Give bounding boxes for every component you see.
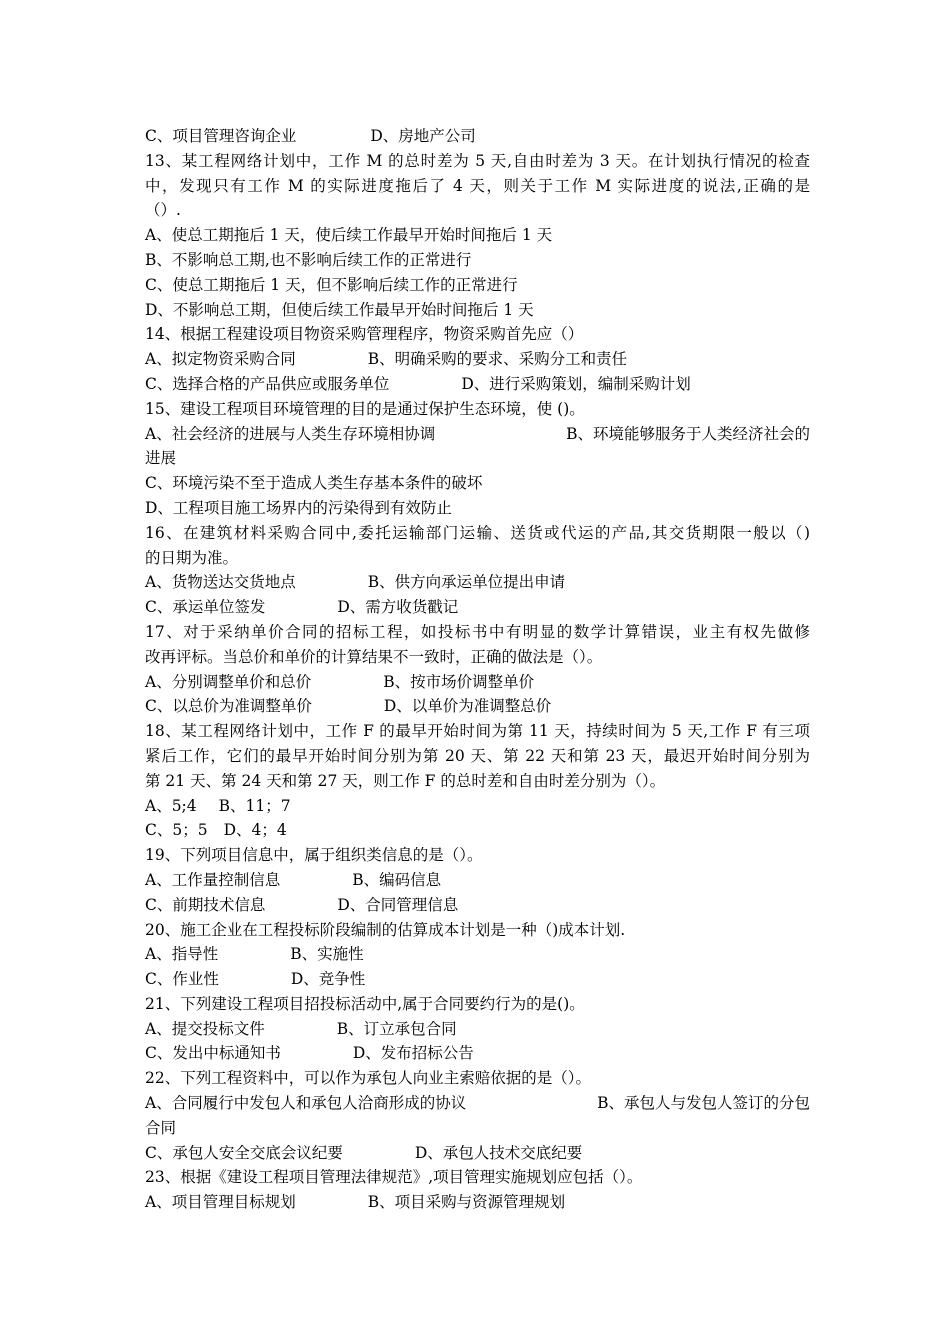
option-right: D、承包人技术交底纪要	[414, 1143, 583, 1162]
option-right: B、编码信息	[352, 870, 442, 889]
text-line: 13、某工程网络计划中，工作 M 的总时差为 5 天,自由时差为 3 天。在计划执行情况的检查	[145, 151, 810, 170]
option-right: D、进行采购策划，编制采购计划	[461, 374, 691, 393]
option-left: C、发出中标通知书	[145, 1044, 281, 1063]
text-line	[145, 818, 810, 843]
option-right: D、需方收货戳记	[337, 598, 459, 617]
text-line	[145, 372, 810, 397]
text-line: （）.	[145, 201, 181, 220]
option-right: D、以单价为准调整总价	[383, 697, 552, 716]
text-line: 改再评标。当总价和单价的计算结果不一致时，正确的做法是（）。	[145, 647, 603, 666]
option-left: A、拟定物资采购合同	[145, 350, 296, 369]
text-line: 22、下列工程资料中，可以作为承包人向业主索赔依据的是（）。	[145, 1069, 591, 1088]
text-line: 中，发现只有工作 M 的实际进度拖后了 4 天，则关于工作 M 实际进度的说法,正确的是	[145, 176, 810, 195]
text-line: 紧后工作，它们的最早开始时间分别为第 20 天、第 22 天和第 23 天，最迟开始时间分别为	[145, 746, 810, 765]
text-line	[145, 1041, 810, 1066]
option-left: A、提交投标文件	[145, 1019, 265, 1038]
option-right: D、房地产公司	[370, 127, 476, 145]
option-right: B、环境能够服务于人类经济社会的	[566, 424, 810, 443]
option-right: B、订立承包合同	[336, 1019, 457, 1038]
option-left: C、承包人安全交底会议纪要	[145, 1143, 343, 1162]
option-left: C、作业性	[145, 970, 219, 989]
text-line: 的日期为准。	[145, 548, 239, 567]
option-right: B、实施性	[290, 945, 364, 964]
text-line: D、工程项目施工场界内的污染得到有效防止	[145, 498, 452, 517]
text-line: 21、下列建设工程项目招投标活动中,属于合同要约行为的是()。	[145, 994, 585, 1013]
option-left: A、社会经济的进展与人类生存环境相协调	[145, 424, 436, 443]
option-right: B、项目采购与资源管理规划	[367, 1193, 566, 1212]
text-line: A、使总工期拖后 1 天，使后续工作最早开始时间拖后 1 天	[145, 226, 553, 245]
text-line	[145, 694, 810, 719]
text-line: 17、对于采纳单价合同的招标工程，如投标书中有明显的数学计算错误，业主有权先做修	[145, 622, 810, 641]
document-page	[145, 124, 810, 1215]
option-left: A、指导性	[145, 945, 219, 964]
option-right: D、竞争性	[290, 970, 366, 989]
text-line: D、不影响总工期，但使后续工作最早开始时间拖后 1 天	[145, 300, 534, 319]
option-right: B、11；7	[218, 796, 291, 815]
text-line	[145, 893, 810, 918]
option-left: C、5；5	[145, 821, 208, 840]
text-line	[145, 124, 810, 149]
option-right: D、4；4	[223, 821, 287, 840]
text-line	[145, 967, 810, 992]
text-line: 23、根据《建设工程项目管理法律规范》,项目管理实施规划应包括（）。	[145, 1168, 643, 1187]
text-line	[145, 942, 810, 967]
text-line	[145, 794, 810, 819]
option-left: C、选择合格的产品供应或服务单位	[145, 374, 390, 393]
option-left: A、分别调整单价和总价	[145, 672, 312, 691]
text-line: 14、根据工程建设项目物资采购管理程序，物资采购首先应（）	[145, 325, 584, 344]
option-left: A、5;4	[145, 796, 197, 815]
option-left: C、前期技术信息	[145, 895, 266, 914]
option-right: D、发布招标公告	[352, 1044, 474, 1063]
option-right: B、供方向承运单位提出申请	[367, 573, 566, 592]
option-right: D、合同管理信息	[337, 895, 459, 914]
text-line: C、使总工期拖后 1 天，但不影响后续工作的正常进行	[145, 275, 518, 294]
text-line: 合同	[145, 1118, 177, 1137]
text-line	[145, 1190, 810, 1215]
text-line	[145, 1141, 810, 1166]
option-left: C、承运单位签发	[145, 598, 266, 617]
text-line	[145, 1017, 810, 1042]
text-line: C、环境污染不至于造成人类生存基本条件的破坏	[145, 474, 483, 493]
option-left: C、项目管理咨询企业	[145, 127, 297, 145]
text-line	[145, 422, 810, 447]
option-right: B、承包人与发包人签订的分包	[597, 1094, 810, 1113]
option-left: A、合同履行中发包人和承包人洽商形成的协议	[145, 1094, 467, 1113]
option-right: B、明确采购的要求、采购分工和责任	[367, 350, 628, 369]
text-line	[145, 868, 810, 893]
option-right: B、按市场价调整单价	[383, 672, 535, 691]
text-line	[145, 670, 810, 695]
option-left: C、以总价为准调整单价	[145, 697, 312, 716]
option-left: A、工作量控制信息	[145, 870, 281, 889]
text-line: B、不影响总工期,也不影响后续工作的正常进行	[145, 250, 472, 269]
text-line: 15、建设工程项目环境管理的目的是通过保护生态环境，使 ()。	[145, 399, 585, 418]
text-line: 第 21 天、第 24 天和第 27 天，则工作 F 的总时差和自由时差分别为（）。	[145, 771, 666, 790]
option-left: A、货物送达交货地点	[145, 573, 296, 592]
text-line	[145, 1091, 810, 1116]
text-line: 18、某工程网络计划中，工作 F 的最早开始时间为第 11 天，持续时间为 5 天,工作 F 有三项	[145, 722, 810, 741]
text-line: 进展	[145, 449, 177, 468]
text-line: 16、在建筑材料采购合同中,委托运输部门运输、送货或代运的产品,其交货期限一般以（)	[145, 523, 810, 542]
text-line	[145, 347, 810, 372]
text-line	[145, 570, 810, 595]
text-line: 19、下列项目信息中，属于组织类信息的是（）。	[145, 846, 483, 865]
text-line	[145, 595, 810, 620]
option-left: A、项目管理目标规划	[145, 1193, 296, 1212]
text-line: 20、施工企业在工程投标阶段编制的估算成本计划是一种（)成本计划.	[145, 920, 626, 939]
